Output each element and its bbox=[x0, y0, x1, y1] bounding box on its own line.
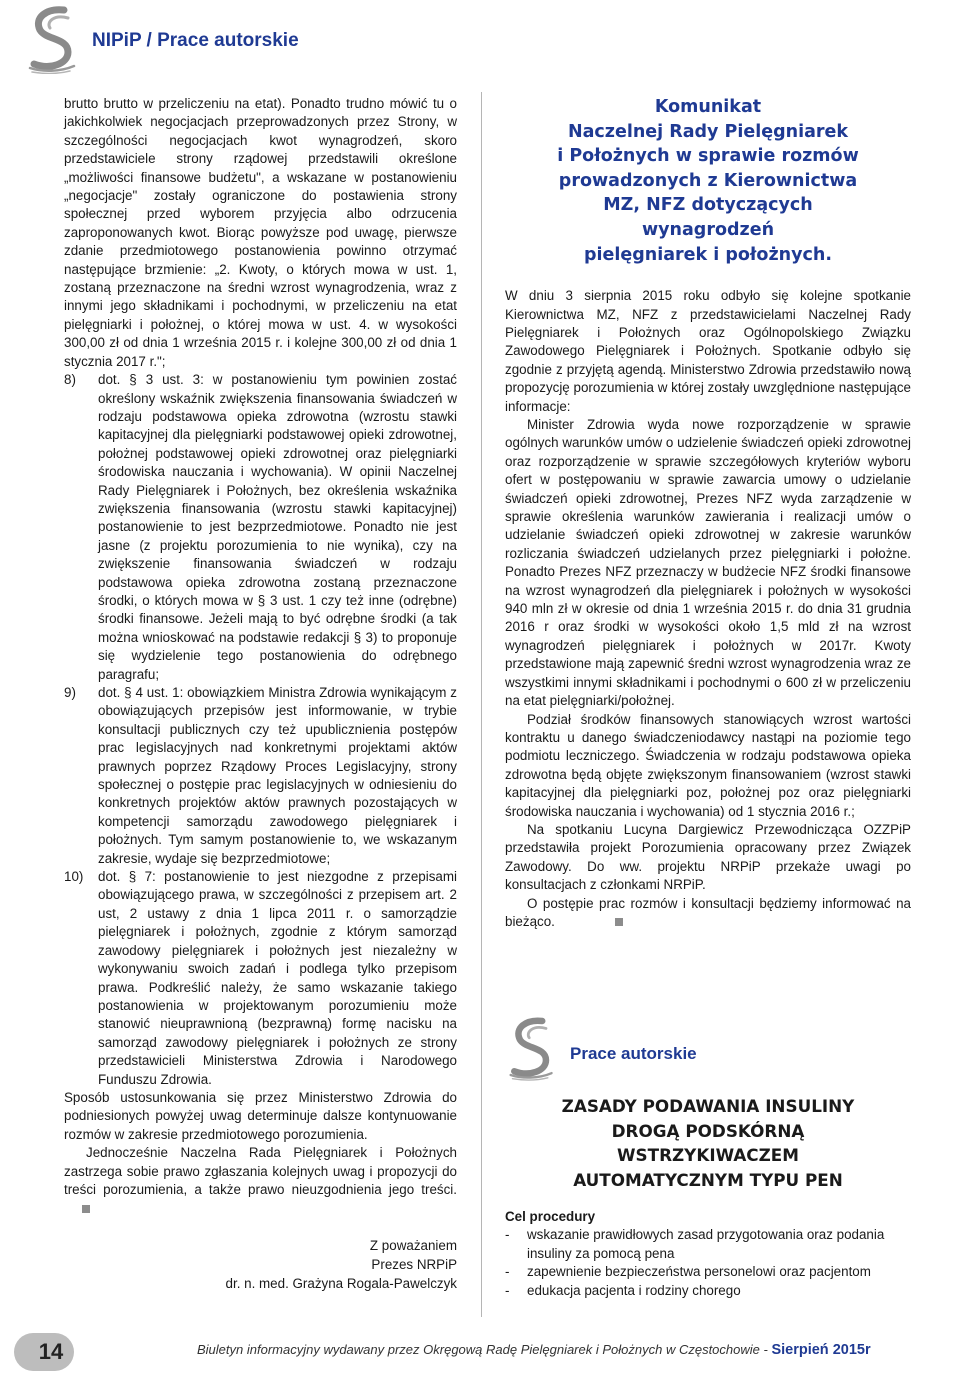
komunikat-paragraph: Podział środków finansowych stanowiących wzrost wartości kontraktu u danego świadczeniodawcy nastąpi na poziomie tego podmiotu leczniczego. Świadczenia w rodzaju podstawowa opieka zdrowotna będą objęte zwiększonym finansowaniem (wzrost stawki kapitacyjnej dla pielęgniarki poz, położnej poz oraz pielęgniarki środowiska nauczania i wychowania) od 1 stycznia 2016 r.; bbox=[505, 711, 911, 819]
item-number: 9) bbox=[64, 685, 76, 700]
page-title: NIPiP / Prace autorskie bbox=[92, 30, 299, 51]
signature-role: Prezes NRPiP bbox=[371, 1256, 457, 1272]
list-item bbox=[64, 371, 457, 684]
column-divider bbox=[481, 92, 482, 1317]
section-label: Prace autorskie bbox=[570, 1044, 697, 1063]
list-item: - zapewnienie bezpieczeństwa personelowi oraz pacjentom bbox=[505, 1264, 871, 1280]
end-mark-icon bbox=[615, 918, 623, 926]
item-number: 8) bbox=[64, 372, 76, 388]
closing-paragraph: Sposób ustosunkowania się przez Ministerstwo Zdrowia do podniesionych powyżej uwag determinuje dalsze kontynuowanie rozmów w zakresie przedmiotowego porozumienia. bbox=[64, 1089, 457, 1142]
komunikat-paragraph: O postępie prac rozmów i konsultacji będziemy informować na bieżąco. bbox=[505, 895, 911, 929]
komunikat-title-line: wynagrodzeń bbox=[641, 219, 775, 240]
procedure-goal bbox=[505, 1208, 911, 1300]
komunikat-title-line: pielęgniarek i położnych. bbox=[584, 244, 832, 265]
footer-text: Biuletyn informacyjny wydawany przez Okręgową Radę Pielęgniarek i Położnych w Częstochowie - Sierpień 2015r bbox=[197, 1342, 871, 1358]
list-item: - edukacja pacjenta i rodziny chorego bbox=[505, 1282, 741, 1298]
signature-name: dr. n. med. Grażyna Rogala-Pawelczyk bbox=[225, 1275, 457, 1291]
item-text: dot. § 4 ust. 1: obowiązkiem Ministra Zdrowia wynikającym z obowiązujących przepisów jest informowanie, w trybie konsultacji publicznych czy też upublicznienia postępów prac legislacyjnych nad konkretnymi projektami aktów prawnych poprzez Rządowy Proces Legislacyjny, strony społecznej o postępie prac legislacyjnych w odniesieniu do konkretnych projektów aktów prawnych pozostających w kompetencji samorządu zawodowego pielęgniarek i położnych. Tym samym postanowienie to, we wskazanym zakresie, wydaje się bezprzedmiotowe; bbox=[98, 685, 457, 866]
left-column bbox=[64, 95, 457, 1293]
item-text: dot. § 3 ust. 3: w postanowieniu tym powinien zostać określony wskaźnik zwiększenia finansowania świadczeń w rodzaju podstawowa opieka zdrowotna (wzrostu stawki kapitacyjnej dla pielęgniarki podstawowej opieki zdrowotnej, położnej podstawowej opieki zdrowotnej oraz pielęgniarki środowiska nauczania i wychowania). W opinii Naczelnej Rady Pielęgniarek i Położnych, bez określenia wskaźnika zwiększenia finansowania (wzrostu stawki kapitacyjnej) postanowienie to jest bezprzedmiotowe. Ponadto nie jest jasne (z projektu porozumienia to nie wynika), czy na zwiększenie finansowania świadczeń w rodzaju podstawowa opieka zdrowotna zostaną przeznaczone środki, o których mowa w § 3 ust. 1 czy też inne (odrębne) środki finansowe. Jeżeli mają to być odrębne środki (a tak można wnioskować na podstawie redakcji § 3) to proponuje się wydzielenie tego postanowienia do odrębnego paragrafu; bbox=[98, 372, 457, 682]
komunikat-title-line: MZ, NFZ dotyczących bbox=[603, 195, 813, 216]
item-text: dot. § 7: postanowienie to jest niezgodne z przepisami obowiązującego prawa, w szczególności z przepisem art. 2 ust, 2 ustawy z dnia 1 lipca 2011 r. o samorządzie pielęgniarek i położnych, zgodnie z którym samorząd zawodowy pielęgniarek i położnych jest niezależny w wykonywaniu swoich zadań i podlega tylko przepisom prawa. Podkreślić należy, że samo wskazanie takiego postanowienia w projektowanym porozumieniu może stanowić nieuprawnioną (bezprawną) formę nacisku na samorząd zawodowy pielęgniarek i położnych ze strony przedstawicieli Ministerstwa Zdrowia i Narodowego Funduszu Zdrowia. bbox=[98, 869, 457, 1087]
komunikat-title-line: Komunikat bbox=[654, 97, 762, 117]
page-number: 14 bbox=[38, 1339, 64, 1364]
komunikat-title bbox=[505, 95, 911, 267]
end-mark-icon bbox=[82, 1205, 90, 1213]
item-number: 10) bbox=[64, 869, 84, 885]
s-swirl-logo-icon bbox=[505, 1015, 559, 1081]
intro-paragraph: brutto brutto w przeliczeniu na etat). Ponadto trudno mówić tu o jakichkolwiek negocjacjach przeprowadzonych przez Strony, w szczególności negocjacjach kwot wynagrodzeń, skoro przedstawiciele strony rządowej przedstawili określone „możliwości finansowe budżetu", a wskazane w postanowieniu „negocjacje" zostały ograniczone do postawienia strony społecznej przed wyborem przyjęcia albo odrzucenia zaproponowanych kwot. Biorąc powyższe pod uwagę, pierwsze zdanie przedmiotowego postanowienia powinno otrzymać następujące brzmienie: „2. Kwoty, o których mowa w ust. 1, zostaną przeznaczone na średni wzrost wynagrodzenia, wraz z innymi jego składnikami i pochodnymi, w przeliczeniu na etat pielęgniarki i położnej, o której mowa w ust. 4. w wysokości 300,00 zł od dnia 1 września 2015 r. i kolejne 300,00 zł od dnia 1 stycznia 2017 r."; bbox=[64, 96, 457, 369]
komunikat-paragraph: W dniu 3 sierpnia 2015 roku odbyło się kolejne spotkanie Kierownictwa MZ, NFZ z przedstawicielami Naczelnej Rady Pielęgniarek i Położnych oraz Ogólnopolskiego Związku Zawodowego Pielęgniarek i Położnych. Spotkanie odbyło się zgodnie z przyjętą agendą. Ministerstwo Zdrowia przedstawiło nową propozycję porozumienia w której zostały uwzględnione następujące informacje: bbox=[505, 288, 911, 414]
komunikat-paragraph: Minister Zdrowia wyda nowe rozporządzenie w sprawie ogólnych warunków umów o udzielenie świadczeń opieki zdrowotnej oraz rozporządzenie w sprawie szczegółowych kryteriów wyboru ofert w postępowaniu w sprawie zawarcia umowy o udzielanie świadczeń opieki zdrowotnej, Prezes NFZ wyda zarządzenie w sprawie określenia warunków zawierania i realizacji umów o udzielanie świadczeń opieki zdrowotnej w zakresie warunków rozliczania świadczeń udzielanych przez pielęgniarki i położne. Ponadto Prezes NFZ przeznaczy w budżecie NFZ środki finansowe na wzrost wynagrodzeń dla pielęgniarek i położnych w wysokości 940 mln zł w okresie od dnia 1 września 2015 r. do dnia 31 grudnia 2016 r oraz środki w wysokości około 1,5 mld zł na wzrost wynagrodzeń pielęgniarek i położnych w 2017r. Kwoty przedstawione mają zapewnić średni wzrost wynagrodzenia wraz ze wszystkimi innymi składnikami i pochodnymi o 600 zł w przeliczeniu na etat pielęgniarki/położnej. bbox=[505, 417, 911, 709]
komunikat-title-line: i Położnych w sprawie rozmów bbox=[557, 146, 859, 167]
article-title-line: ZASADY PODAWANIA INSULINY bbox=[561, 1096, 855, 1116]
list-item bbox=[64, 684, 457, 868]
footer-date: Sierpień 2015r bbox=[771, 1342, 871, 1358]
article-title-line: WSTRZYKIWACZEM bbox=[617, 1145, 799, 1165]
page-header bbox=[0, 0, 960, 82]
komunikat-title-line: Naczelnej Rady Pielęgniarek bbox=[567, 121, 849, 142]
article-title-line: AUTOMATYCZNYM TYPU PEN bbox=[573, 1169, 843, 1190]
list-item bbox=[64, 868, 457, 1089]
komunikat-title-line: prowadzonych z Kierownictwa bbox=[558, 170, 858, 191]
signature-block bbox=[64, 1236, 457, 1293]
article-title-line: DROGĄ PODSKÓRNĄ bbox=[611, 1120, 805, 1141]
komunikat-paragraph: Na spotkaniu Lucyna Dargiewicz Przewodnicząca OZZPiP przedstawiła projekt Porozumienia opracowany przez Związek Zawodowy. Do ww. projektu NRPiP przekaże uwagi po konsultacjach z członkami NRPiP. bbox=[505, 821, 911, 893]
goal-heading: Cel procedury bbox=[505, 1209, 596, 1224]
final-paragraph: Jednocześnie Naczelna Rada Pielęgniarek i Położnych zastrzega sobie prawo zgłaszania kolejnych uwag i propozycji do treści porozumienia, a także prawo nieuzgodnienia jego treści. bbox=[64, 1144, 457, 1218]
signature-greeting: Z poważaniem bbox=[369, 1237, 457, 1253]
list-item: - wskazanie prawidłowych zasad przygotowania oraz podania insuliny za pomocą pena bbox=[505, 1227, 885, 1261]
article-title bbox=[505, 1094, 911, 1192]
right-column bbox=[505, 95, 911, 931]
s-swirl-logo-icon bbox=[24, 4, 82, 74]
